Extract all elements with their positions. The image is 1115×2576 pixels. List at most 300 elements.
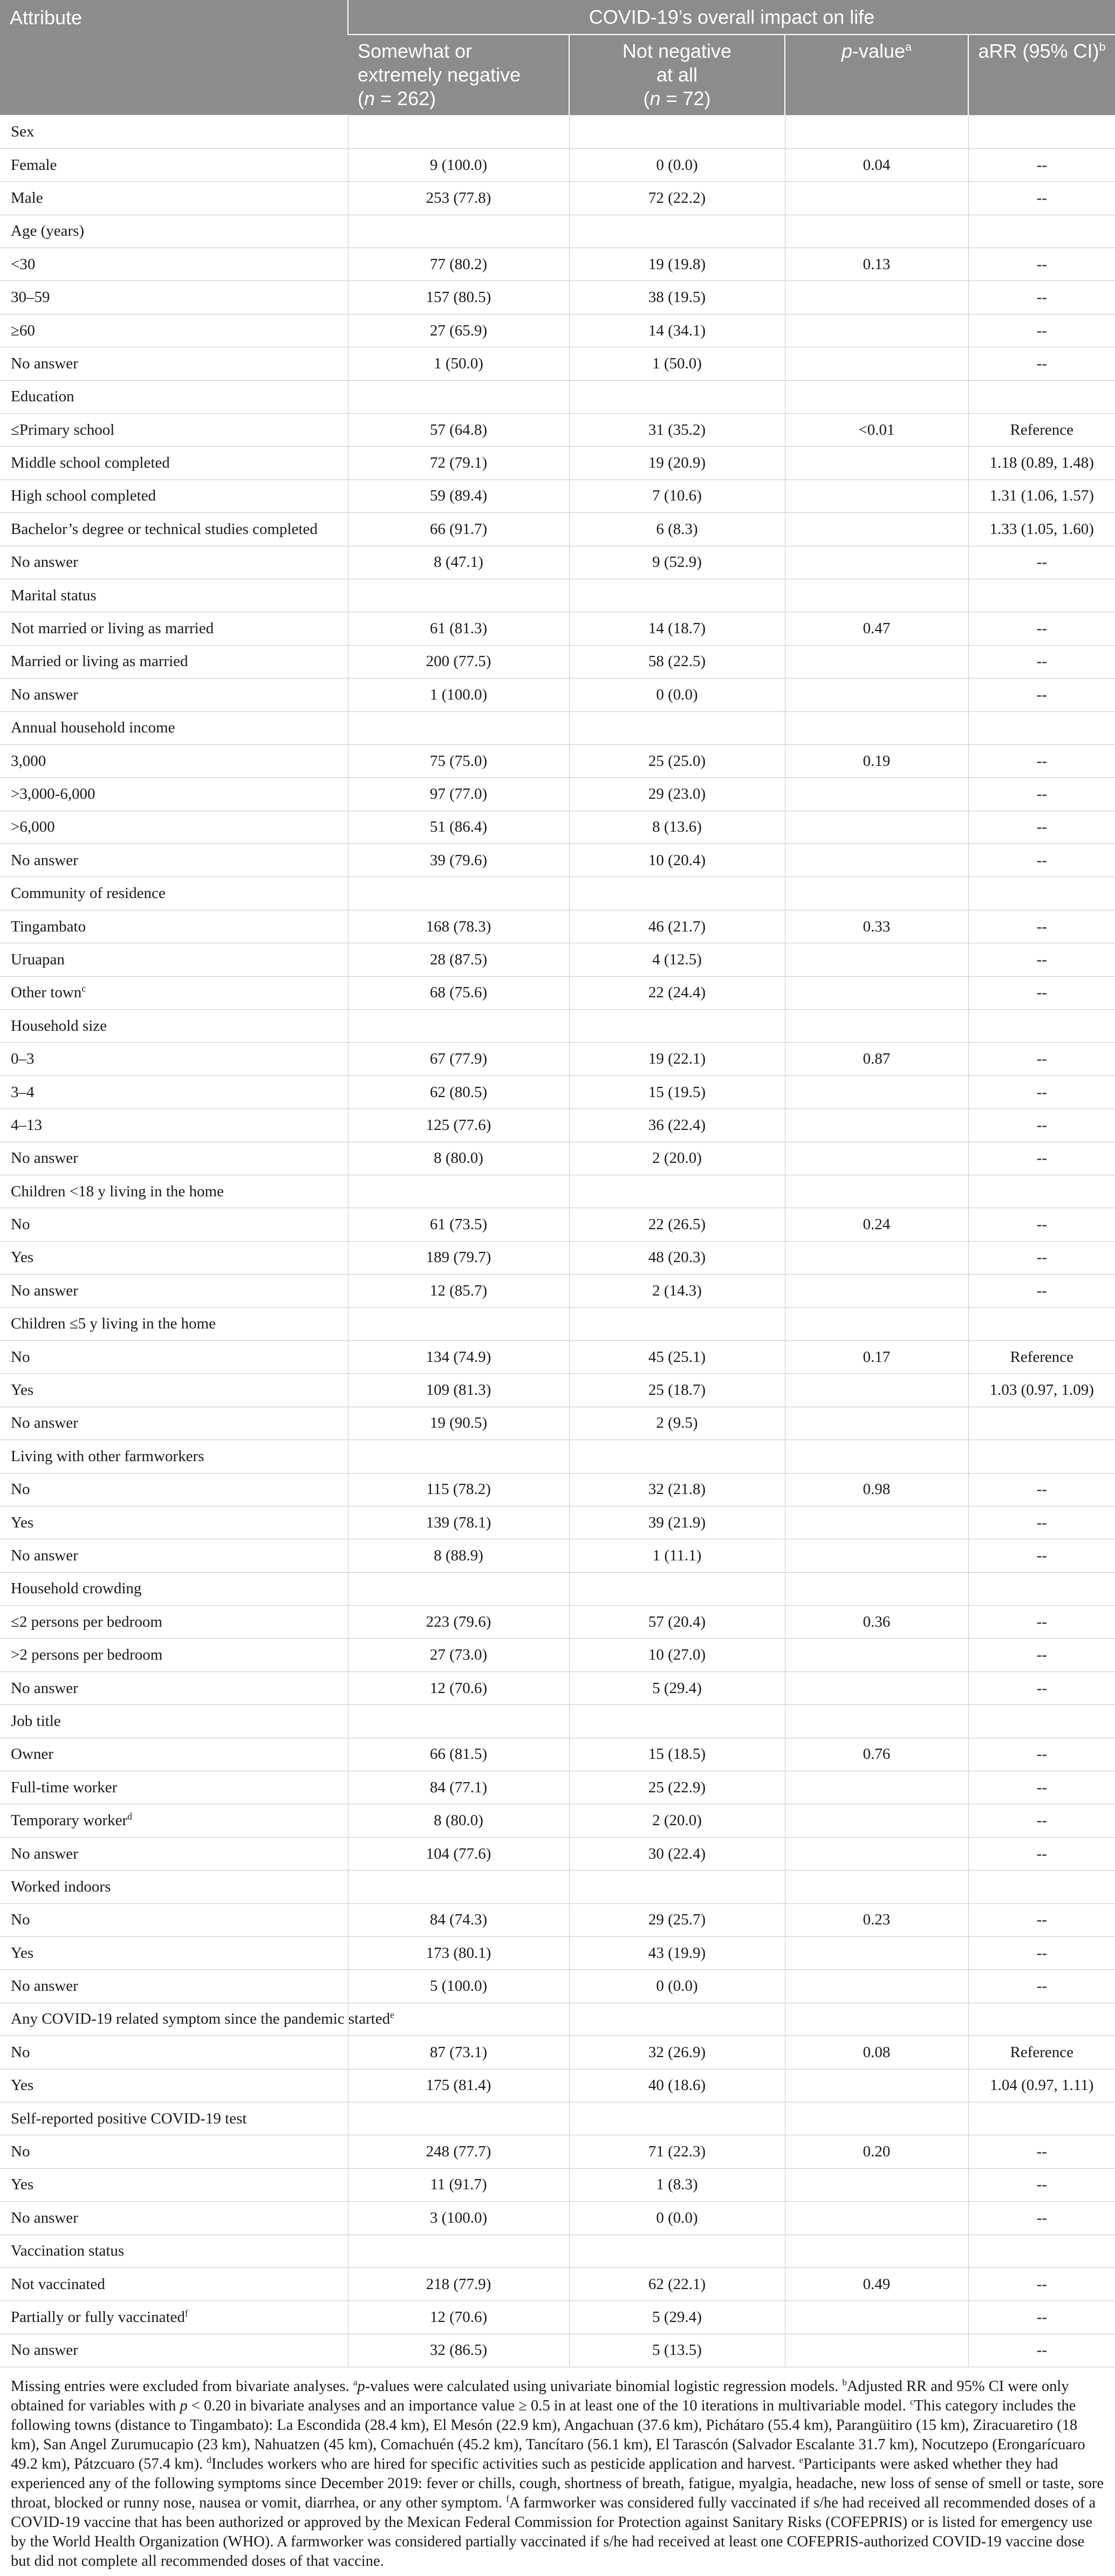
- footnote-text: < 0.20 in bivariate analyses and an importance value ≥ 0.5 in at least one of the 10 iterations in multivariable model.: [187, 2397, 910, 2415]
- table-group-row: [0, 2235, 1115, 2267]
- arr-cell: Reference: [968, 414, 1115, 447]
- table-row: [0, 1109, 1115, 1142]
- table-row: [0, 744, 1115, 777]
- table-group-row: [0, 2102, 1115, 2135]
- empty-cell: [569, 711, 785, 744]
- pvalue-cell: 0.33: [785, 910, 968, 943]
- group-label: Education: [0, 380, 348, 413]
- pvalue-cell: 0.24: [785, 1208, 968, 1241]
- negative-cell: 125 (77.6): [348, 1109, 569, 1142]
- not-negative-cell: 5 (29.4): [569, 2301, 785, 2334]
- table-row: [0, 347, 1115, 380]
- negative-cell: 115 (78.2): [348, 1473, 569, 1506]
- empty-cell: [348, 1871, 569, 1903]
- table-row: [0, 645, 1115, 678]
- not-negative-cell: 1 (8.3): [569, 2168, 785, 2201]
- table-row: [0, 1738, 1115, 1771]
- footnote-text: Participants were asked whether they had experienced any of the following symptoms since December 2019: fever or chills, cough, shortness of breath, fatigue, myalgia, headache, new loss of sense of smell or taste, sore throat, blocked or runny nose, nausea or vomit, diarrhea, or any other symptom.: [11, 2456, 1104, 2512]
- empty-cell: [569, 1175, 785, 1208]
- arr-cell: --: [968, 1639, 1115, 1671]
- not-negative-cell: 9 (52.9): [569, 546, 785, 579]
- not-negative-cell: 19 (20.9): [569, 447, 785, 479]
- table-group-row: [0, 1010, 1115, 1043]
- negative-cell: 84 (77.1): [348, 1771, 569, 1804]
- negative-cell: 8 (47.1): [348, 546, 569, 579]
- footnote-text: This category includes the following towns (distance to Tingambato): La Escondida (28.4 km), El Mesón (22.9 km), Angachuan (37.6 km), Pichátaro (55.4 km), Parangüitiro (15 km), Ziracuaretiro (18 km), San Angel Zurumucapio (23 km), Nahuatzen (45 km), Comachuén (45.2 km), Tancítaro (56.1 km), El Tarascón (Salvador Escalante 31.7 km), Nocutzepo (Erongarícuaro 49.2 km), Pátzcuaro (57.4 km).: [11, 2397, 1085, 2473]
- not-negative-cell: 5 (13.5): [569, 2334, 785, 2367]
- arr-cell: --: [968, 976, 1115, 1009]
- footnote-text: Adjusted RR and 95% CI were only obtained for variables with: [11, 2378, 1069, 2415]
- arr-cell: --: [968, 744, 1115, 777]
- table-row: [0, 479, 1115, 512]
- table-row: [0, 1473, 1115, 1506]
- table-row: [0, 2267, 1115, 2300]
- empty-cell: [968, 711, 1115, 744]
- not-negative-cell: 19 (22.1): [569, 1043, 785, 1075]
- table-row: [0, 844, 1115, 877]
- arr-column-header: aRR (95% CI)$^b$: [968, 35, 1115, 115]
- negative-cell: 97 (77.0): [348, 778, 569, 811]
- negative-cell: 168 (78.3): [348, 910, 569, 943]
- pvalue-cell: [785, 1837, 968, 1870]
- empty-cell: [968, 380, 1115, 413]
- not-negative-cell: 0 (0.0): [569, 148, 785, 181]
- arr-cell: --: [968, 1606, 1115, 1639]
- pvalue-cell: [785, 182, 968, 215]
- table-row: [0, 1970, 1115, 2003]
- table-row: [0, 2202, 1115, 2235]
- empty-cell: [968, 215, 1115, 248]
- arr-cell: 1.03 (0.97, 1.09): [968, 1374, 1115, 1407]
- negative-cell: 61 (81.3): [348, 612, 569, 645]
- arr-cell: --: [968, 148, 1115, 181]
- empty-cell: [785, 380, 968, 413]
- negative-cell: 68 (75.6): [348, 976, 569, 1009]
- footnote-text: -values were calculated using univariate binomial logistic regression models.: [365, 2378, 843, 2395]
- table-row: [0, 148, 1115, 181]
- not-negative-cell: 0 (0.0): [569, 1970, 785, 2003]
- table-row: [0, 1771, 1115, 1804]
- group-label: Self-reported positive COVID-19 test: [0, 2102, 348, 2135]
- table-row: [0, 248, 1115, 281]
- table-row: [0, 1340, 1115, 1373]
- empty-cell: [785, 115, 968, 149]
- pvalue-cell: 0.20: [785, 2135, 968, 2168]
- arr-cell: Reference: [968, 1340, 1115, 1373]
- arr-cell: [968, 1407, 1115, 1440]
- empty-cell: [968, 115, 1115, 149]
- not-negative-cell: 2 (20.0): [569, 1142, 785, 1175]
- group-label: Community of residence: [0, 877, 348, 910]
- pvalue-cell: [785, 1539, 968, 1572]
- not-negative-cell: 6 (8.3): [569, 513, 785, 546]
- row-label: 3–4: [0, 1075, 348, 1108]
- arr-cell: --: [968, 1671, 1115, 1704]
- negative-cell: 84 (74.3): [348, 1903, 569, 1936]
- empty-cell: [348, 877, 569, 910]
- empty-cell: [569, 2102, 785, 2135]
- footnote-text: Missing entries were excluded from bivariate analyses.: [11, 2378, 353, 2395]
- table-row: [0, 1142, 1115, 1175]
- arr-cell: --: [968, 2334, 1115, 2367]
- negative-cell: 139 (78.1): [348, 1506, 569, 1539]
- empty-cell: [968, 1010, 1115, 1043]
- pvalue-cell: [785, 1241, 968, 1274]
- table-row: [0, 612, 1115, 645]
- arr-cell: --: [968, 910, 1115, 943]
- pvalue-cell: 0.08: [785, 2036, 968, 2069]
- row-label: Yes: [0, 1936, 348, 1969]
- negative-cell: 1 (100.0): [348, 679, 569, 711]
- table-group-row: [0, 1871, 1115, 1903]
- row-label: No: [0, 2036, 348, 2069]
- table-row: [0, 943, 1115, 976]
- arr-cell: --: [968, 347, 1115, 380]
- arr-cell: --: [968, 2135, 1115, 2168]
- table-row: [0, 2168, 1115, 2201]
- arr-cell: --: [968, 314, 1115, 347]
- not-negative-cell: 10 (20.4): [569, 844, 785, 877]
- table-group-row: [0, 1175, 1115, 1208]
- negative-cell: 8 (80.0): [348, 1804, 569, 1837]
- not-negative-cell: 0 (0.0): [569, 679, 785, 711]
- empty-cell: [968, 877, 1115, 910]
- not-negative-cell: 4 (12.5): [569, 943, 785, 976]
- table-group-row: [0, 215, 1115, 248]
- row-label: No answer: [0, 1275, 348, 1307]
- negative-cell: 57 (64.8): [348, 414, 569, 447]
- pvalue-cell: [785, 1275, 968, 1307]
- arr-cell: --: [968, 2267, 1115, 2300]
- not-negative-cell: 10 (27.0): [569, 1639, 785, 1671]
- footnote-text: p: [357, 2378, 365, 2395]
- negative-cell: 87 (73.1): [348, 2036, 569, 2069]
- pvalue-cell: [785, 347, 968, 380]
- table-row: [0, 1903, 1115, 1936]
- table-row: [0, 1606, 1115, 1639]
- empty-cell: [569, 1440, 785, 1473]
- arr-cell: --: [968, 2168, 1115, 2201]
- pvalue-cell: [785, 1639, 968, 1671]
- row-label: >3,000-6,000: [0, 778, 348, 811]
- not-negative-cell: 46 (21.7): [569, 910, 785, 943]
- arr-cell: --: [968, 1208, 1115, 1241]
- row-label: No answer: [0, 2202, 348, 2235]
- not-negative-cell: 2 (14.3): [569, 1275, 785, 1307]
- footnote-marker: c: [909, 2396, 914, 2407]
- arr-cell: --: [968, 679, 1115, 711]
- not-negative-cell: 31 (35.2): [569, 414, 785, 447]
- pvalue-cell: [785, 1671, 968, 1704]
- empty-cell: [785, 2235, 968, 2267]
- arr-cell: --: [968, 943, 1115, 976]
- not-negative-cell: 7 (10.6): [569, 479, 785, 512]
- negative-cell: 27 (65.9): [348, 314, 569, 347]
- negative-cell: 77 (80.2): [348, 248, 569, 281]
- table-group-row: [0, 579, 1115, 612]
- row-label: No answer: [0, 1407, 348, 1440]
- table-row: [0, 1539, 1115, 1572]
- not-negative-cell: 38 (19.5): [569, 281, 785, 314]
- negative-cell: 175 (81.4): [348, 2069, 569, 2102]
- row-label: Other town$^c$: [0, 976, 348, 1009]
- pvalue-cell: 0.13: [785, 248, 968, 281]
- pvalue-cell: 0.47: [785, 612, 968, 645]
- table-row: [0, 1275, 1115, 1307]
- empty-cell: [569, 579, 785, 612]
- arr-cell: --: [968, 1903, 1115, 1936]
- empty-cell: [968, 1871, 1115, 1903]
- empty-cell: [785, 1572, 968, 1605]
- table-row: [0, 2135, 1115, 2168]
- table-group-row: [0, 1440, 1115, 1473]
- empty-cell: [785, 2003, 968, 2036]
- table-group-row: [0, 711, 1115, 744]
- arr-cell: --: [968, 1075, 1115, 1108]
- table-group-row: [0, 1307, 1115, 1340]
- table-header: [0, 0, 1115, 115]
- pvalue-cell: [785, 844, 968, 877]
- not-negative-cell: 45 (25.1): [569, 1340, 785, 1373]
- group-label: Household crowding: [0, 1572, 348, 1605]
- row-label: No answer: [0, 1837, 348, 1870]
- group-label: Any COVID-19 related symptom since the pandemic started$^e$: [0, 2003, 348, 2036]
- footnote-marker: a: [353, 2377, 358, 2388]
- negative-cell: 66 (91.7): [348, 513, 569, 546]
- arr-cell: --: [968, 2202, 1115, 2235]
- arr-cell: --: [968, 1109, 1115, 1142]
- pvalue-cell: 0.76: [785, 1738, 968, 1771]
- row-label: ≤Primary school: [0, 414, 348, 447]
- table-row: [0, 314, 1115, 347]
- pvalue-cell: 0.36: [785, 1606, 968, 1639]
- not-negative-cell: 72 (22.2): [569, 182, 785, 215]
- arr-cell: --: [968, 1837, 1115, 1870]
- row-label: No answer: [0, 546, 348, 579]
- empty-cell: [569, 877, 785, 910]
- pvalue-cell: 0.17: [785, 1340, 968, 1373]
- table-group-row: [0, 2003, 1115, 2036]
- empty-cell: [348, 1307, 569, 1340]
- empty-cell: [569, 1572, 785, 1605]
- footnote-text: p: [180, 2397, 188, 2415]
- row-label: No: [0, 1903, 348, 1936]
- row-label: Yes: [0, 2069, 348, 2102]
- arr-cell: --: [968, 844, 1115, 877]
- negative-cell: 12 (70.6): [348, 1671, 569, 1704]
- group-label: Children <18 y living in the home: [0, 1175, 348, 1208]
- negative-cell: 5 (100.0): [348, 1970, 569, 2003]
- row-label: Partially or fully vaccinated$^f$: [0, 2301, 348, 2334]
- arr-cell: --: [968, 182, 1115, 215]
- empty-cell: [785, 711, 968, 744]
- pvalue-cell: [785, 1075, 968, 1108]
- arr-cell: --: [968, 546, 1115, 579]
- table-row: [0, 447, 1115, 479]
- not-negative-cell: 1 (50.0): [569, 347, 785, 380]
- table-row: [0, 1075, 1115, 1108]
- negative-cell: 39 (79.6): [348, 844, 569, 877]
- not-negative-cell: 32 (21.8): [569, 1473, 785, 1506]
- row-label: No answer: [0, 844, 348, 877]
- footnote-marker: f: [506, 2493, 509, 2504]
- negative-cell: 1 (50.0): [348, 347, 569, 380]
- negative-cell: 3 (100.0): [348, 2202, 569, 2235]
- group-label: Age (years): [0, 215, 348, 248]
- group-label: Job title: [0, 1705, 348, 1738]
- not-negative-cell: 8 (13.6): [569, 811, 785, 844]
- negative-cell: 173 (80.1): [348, 1936, 569, 1969]
- empty-cell: [348, 711, 569, 744]
- table-row: [0, 1208, 1115, 1241]
- pvalue-cell: [785, 1109, 968, 1142]
- row-label: Married or living as married: [0, 645, 348, 678]
- empty-cell: [348, 1572, 569, 1605]
- empty-cell: [785, 579, 968, 612]
- table-group-row: [0, 115, 1115, 149]
- pvalue-cell: <0.01: [785, 414, 968, 447]
- pvalue-cell: [785, 281, 968, 314]
- empty-cell: [569, 1010, 785, 1043]
- negative-cell: 109 (81.3): [348, 1374, 569, 1407]
- not-negative-cell: 25 (22.9): [569, 1771, 785, 1804]
- arr-cell: --: [968, 1771, 1115, 1804]
- negative-cell: 9 (100.0): [348, 148, 569, 181]
- not-negative-cell: 1 (11.1): [569, 1539, 785, 1572]
- row-label: High school completed: [0, 479, 348, 512]
- table-row: [0, 546, 1115, 579]
- row-label: 0–3: [0, 1043, 348, 1075]
- empty-cell: [569, 380, 785, 413]
- arr-cell: 1.33 (1.05, 1.60): [968, 513, 1115, 546]
- table-row: [0, 910, 1115, 943]
- pvalue-cell: [785, 645, 968, 678]
- arr-cell: --: [968, 645, 1115, 678]
- empty-cell: [968, 1307, 1115, 1340]
- arr-cell: --: [968, 2301, 1115, 2334]
- not-negative-cell: 5 (29.4): [569, 1671, 785, 1704]
- not-negative-cell: 15 (19.5): [569, 1075, 785, 1108]
- negative-cell: 200 (77.5): [348, 645, 569, 678]
- pvalue-cell: [785, 1374, 968, 1407]
- row-label: ≥60: [0, 314, 348, 347]
- arr-cell: --: [968, 1142, 1115, 1175]
- empty-cell: [968, 2235, 1115, 2267]
- negative-cell: 28 (87.5): [348, 943, 569, 976]
- table-row: [0, 182, 1115, 215]
- footnote-marker: d: [207, 2455, 211, 2465]
- pvalue-cell: [785, 1506, 968, 1539]
- not-negative-cell: 25 (18.7): [569, 1374, 785, 1407]
- footnote-marker: b: [842, 2377, 847, 2388]
- not-negative-cell: 14 (18.7): [569, 612, 785, 645]
- pvalue-cell: 0.98: [785, 1473, 968, 1506]
- group-label: Vaccination status: [0, 2235, 348, 2267]
- pvalue-cell: [785, 513, 968, 546]
- table-group-row: [0, 877, 1115, 910]
- table-row: [0, 1374, 1115, 1407]
- negative-cell: 67 (77.9): [348, 1043, 569, 1075]
- negative-cell: 223 (79.6): [348, 1606, 569, 1639]
- pvalue-cell: [785, 2301, 968, 2334]
- arr-cell: --: [968, 1936, 1115, 1969]
- not-negative-cell: 32 (26.9): [569, 2036, 785, 2069]
- pvalue-cell: 0.49: [785, 2267, 968, 2300]
- empty-cell: [968, 2003, 1115, 2036]
- empty-cell: [968, 1705, 1115, 1738]
- group-label: Worked indoors: [0, 1871, 348, 1903]
- arr-cell: --: [968, 248, 1115, 281]
- empty-cell: [785, 1440, 968, 1473]
- not-negative-cell: 2 (20.0): [569, 1804, 785, 1837]
- table-row: [0, 2036, 1115, 2069]
- empty-cell: [348, 215, 569, 248]
- row-label: 3,000: [0, 744, 348, 777]
- row-label: Temporary worker$^d$: [0, 1804, 348, 1837]
- not-negative-cell: 43 (19.9): [569, 1936, 785, 1969]
- row-label: 30–59: [0, 281, 348, 314]
- not-negative-cell: 29 (23.0): [569, 778, 785, 811]
- not-negative-cell: 48 (20.3): [569, 1241, 785, 1274]
- arr-cell: --: [968, 1473, 1115, 1506]
- row-label: Yes: [0, 1374, 348, 1407]
- row-label: <30: [0, 248, 348, 281]
- arr-cell: --: [968, 1506, 1115, 1539]
- pvalue-cell: [785, 314, 968, 347]
- row-label: No answer: [0, 1671, 348, 1704]
- negative-cell: 72 (79.1): [348, 447, 569, 479]
- negative-cell: 62 (80.5): [348, 1075, 569, 1108]
- group-label: Annual household income: [0, 711, 348, 744]
- table-row: [0, 1804, 1115, 1837]
- not-negative-cell: 62 (22.1): [569, 2267, 785, 2300]
- pvalue-column-header: p-value$^a$: [785, 35, 968, 115]
- footnote-text: A farmworker was considered fully vaccinated if s/he had received all recommended doses of a COVID-19 vaccine that has been authorized or approved by the Mexican Federal Commission for Protection against Sanitary Risks (COFEPRIS) or is listed for emergency use by the World Health Organization (WHO). A farmworker was considered partially vaccinated if s/he had received at least one COFEPRIS-authorized COVID-19 vaccine dose but did not complete all recommended doses of that vaccine.: [11, 2495, 1096, 2570]
- table-row: [0, 1241, 1115, 1274]
- row-label: Middle school completed: [0, 447, 348, 479]
- empty-cell: [785, 877, 968, 910]
- empty-cell: [569, 2235, 785, 2267]
- negative-cell: 8 (80.0): [348, 1142, 569, 1175]
- table-row: [0, 1837, 1115, 1870]
- negative-cell: 61 (73.5): [348, 1208, 569, 1241]
- pvalue-cell: 0.19: [785, 744, 968, 777]
- pvalue-cell: [785, 2202, 968, 2235]
- row-label: Not married or living as married: [0, 612, 348, 645]
- table-row: [0, 1639, 1115, 1671]
- row-label: No: [0, 2135, 348, 2168]
- table-group-row: [0, 1572, 1115, 1605]
- group-label: Children ≤5 y living in the home: [0, 1307, 348, 1340]
- not-negative-cell: 22 (26.5): [569, 1208, 785, 1241]
- table-row: [0, 281, 1115, 314]
- negative-cell: 189 (79.7): [348, 1241, 569, 1274]
- table-row: [0, 1407, 1115, 1440]
- arr-cell: --: [968, 811, 1115, 844]
- row-label: Owner: [0, 1738, 348, 1771]
- empty-cell: [348, 115, 569, 149]
- row-label: No answer: [0, 679, 348, 711]
- empty-cell: [785, 1010, 968, 1043]
- negative-cell: 51 (86.4): [348, 811, 569, 844]
- not-negative-cell: 36 (22.4): [569, 1109, 785, 1142]
- row-label: Yes: [0, 1506, 348, 1539]
- negative-cell: 253 (77.8): [348, 182, 569, 215]
- negative-cell: 12 (85.7): [348, 1275, 569, 1307]
- arr-cell: 1.04 (0.97, 1.11): [968, 2069, 1115, 2102]
- not-negative-cell: 30 (22.4): [569, 1837, 785, 1870]
- arr-cell: --: [968, 1043, 1115, 1075]
